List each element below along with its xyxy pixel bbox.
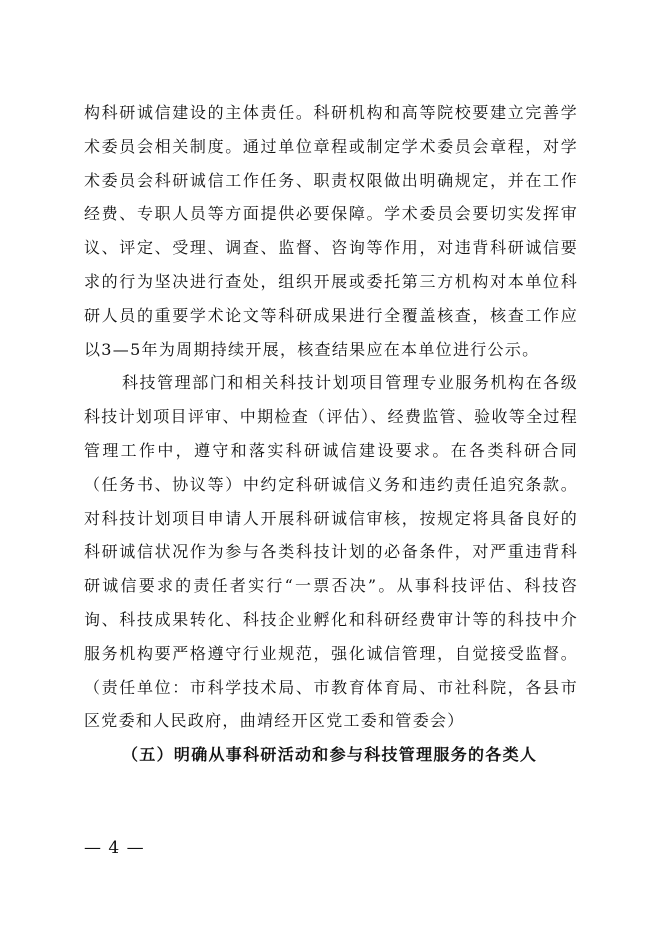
paragraph-management-departments: 科技管理部门和相关科技计划项目管理专业服务机构在各级科技计划项目评审、中期检查（评估）、经费监管、验收等全过程管理工作中，遵守和落实科研诚信建设要求。在各类科研合同（任务书、协议等）中约定科研诚信义务和违约责任追究条款。对科技计划项目申请人开展科研诚信审核，按规定将具备良好的科研诚信状况作为参与各类科技计划的必备条件，对严重违背科研诚信要求的责任者实行“一票否决”。从事科技评估、科技咨询、科技成果转化、科技企业孵化和科研经费审计等的科技中介服务机构要严格遵守行业规范，强化诚信管理，自觉接受监督。（责任单位：市科学技术局、市教育体育局、市社科院，各县市区党委和人民政府，曲靖经开区党工委和管委会）: [84, 373, 578, 731]
page-number: — 4 —: [84, 838, 145, 858]
section-heading-five: （五）明确从事科研活动和参与科技管理服务的各类人: [122, 745, 538, 765]
paragraph-continuation: 构科研诚信建设的主体责任。科研机构和高等院校要建立完善学术委员会相关制度。通过单位章程或制定学术委员会章程，对学术委员会科研诚信工作任务、职责权限做出明确规定，并在工作经费、专职人员等方面提供必要保障。学术委员会要切实发挥审议、评定、受理、调查、监督、咨询等作用，对违背科研诚信要求的行为坚决进行查处，组织开展或委托第三方机构对本单位科研人员的重要学术论文等科研成果进行全覆盖核查，核查工作应以3—5年为周期持续开展，核查结果应在本单位进行公示。: [84, 103, 578, 359]
document-body: [84, 96, 578, 772]
